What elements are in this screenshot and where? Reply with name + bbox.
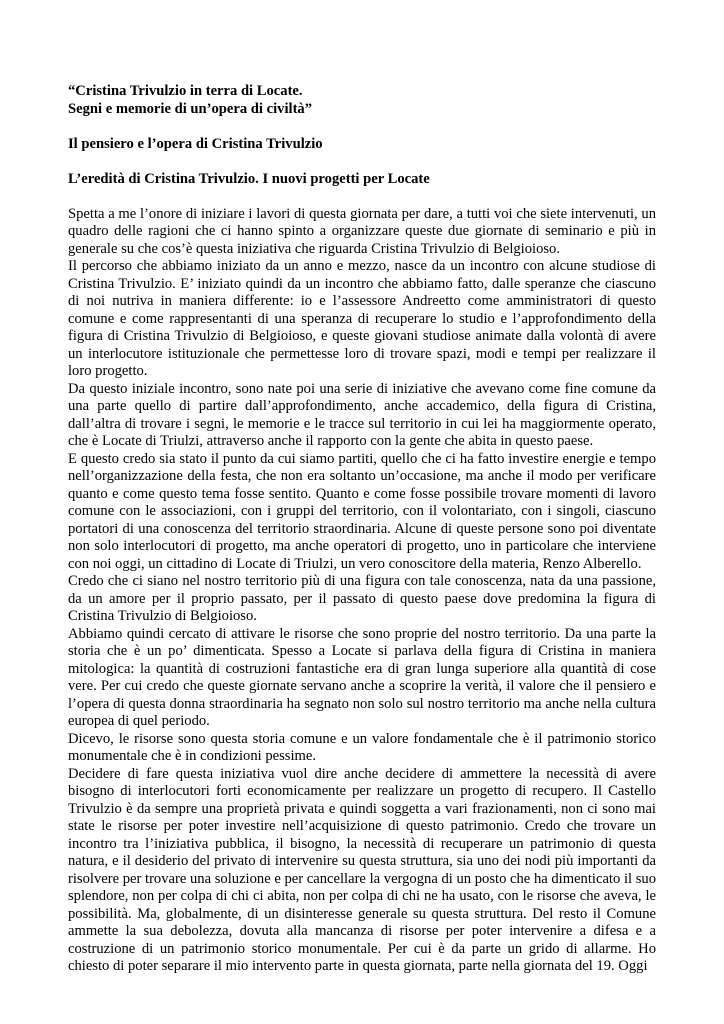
section-heading-eredita: L’eredità di Cristina Trivulzio. I nuovi progetti per Locate [68,170,430,187]
paragraph: Spetta a me l’onore di iniziare i lavori di questa giornata per dare, a tutti voi che siete intervenuti, un quadro delle ragioni che ci hanno spinto a organizzare queste due giornate di seminario e più in generale su che cos’è questa iniziativa che riguarda Cristina Trivulzio di Belgioioso. [68,205,656,257]
section-heading-pensiero: Il pensiero e l’opera di Cristina Trivulzio [68,135,323,152]
title-line-1: “Cristina Trivulzio in terra di Locate. [68,83,303,99]
paragraph: Dicevo, le risorse sono questa storia comune e un valore fondamentale che è il patrimonio storico monumentale che è in condizioni pessime. [68,730,656,764]
paragraph: E questo credo sia stato il punto da cui siamo partiti, quello che ci ha fatto investire energie e tempo nell’organizzazione della festa, che non era soltanto un’occasione, ma anche il modo per verificare quanto e come questo tema fosse sentito. Quanto e come fosse possibile trovare momenti di lavoro comune con le associazioni, con i gruppi del territorio, con il volontariato, con i singoli, ciascuno portatori di una conoscenza del territorio straordinaria. Alcune di queste persone sono poi diventate non solo interlocutori di progetto, ma anche operatori di progetto, uno in particolare che interviene con noi oggi, un cittadino di Locate di Triulzi, un vero conoscitore della materia, Renzo Alberello. [68,450,656,572]
title-line-2: Segni e memorie di un’opera di civiltà” [68,100,313,117]
paragraph: Decidere di fare questa iniziativa vuol dire anche decidere di ammettere la necessità di avere bisogno di interlocutori forti economicamente per realizzare un progetto di recupero. Il Castello Trivulzio è da sempre una proprietà privata e quindi soggetta a vari frazionamenti, non ci sono mai state le risorse per poter investire nell’acquisizione di questo patrimonio. Credo che trovare un incontro tra l’iniziativa pubblica, il bisogno, la necessità di recuperare un patrimonio di questa natura, e il desiderio del privato di intervenire su questa struttura, sia uno dei nodi più importanti da risolvere per trovare una soluzione e per cancellare la vergogna di un posto che ha dimenticato il suo splendore, non per colpa di chi ci abita, non per colpa di chi ne ha usato, con le risorse che aveva, le possibilità. Ma, globalmente, di un disinteresse generale su questa struttura. Del resto il Comune ammette la sua debolezza, dovuta alla mancanza di risorse per poter intervenire a difesa e a costruzione di un patrimonio storico monumentale. Per cui è da parte un grido di allarme. Ho chiesto di poter separare il mio intervento parte in questa giornata, parte nella giornata del 19. Oggi [68,765,656,974]
document-body [68,206,656,976]
document-title [68,83,656,118]
document-page [68,83,656,976]
paragraph: Credo che ci siano nel nostro territorio più di una figura con tale conoscenza, nata da una passione, da un amore per il proprio passato, per il passato di questo paese dove predomina la figura di Cristina Trivulzio di Belgioioso. [68,573,656,624]
paragraph: Il percorso che abbiamo iniziato da un anno e mezzo, nasce da un incontro con alcune studiose di Cristina Trivulzio. E’ iniziato quindi da un incontro che abbiamo fatto, dalle speranze che ciascuno di noi nutriva in maniera differente: io e l’assessore Andreetto come amministratori di questo comune e come rappresentanti di una speranza di recuperare lo studio e l’approfondimento della figura di Cristina Trivulzio di Belgioioso, e queste giovani studiose animate dalla volontà di avere un interlocutore istituzionale che permettesse loro di trovare spazi, modi e tempi per realizzare il loro progetto. [68,258,656,379]
paragraph: Da questo iniziale incontro, sono nate poi una serie di iniziative che avevano come fine comune da una parte quello di partire dall’approfondimento, anche accademico, della figura di Cristina, dall’altra di trovare i segni, le memorie e le tracce sul territorio in cui lei ha maggiormente operato, che è Locate di Triulzi, attraverso anche il rapporto con la gente che abita in questo paese. [68,380,656,449]
paragraph: Abbiamo quindi cercato di attivare le risorse che sono proprie del nostro territorio. Da una parte la storia che è un po’ dimenticata. Spesso a Locate si parlava della figura di Cristina in maniera mitologica: la quantità di costruzioni fantastiche era di gran lunga superiore alla quantità di cose vere. Per cui credo che queste giornate servano anche a scoprire la verità, il valore che il pensiero e l’opera di questa donna straordinaria ha segnato non solo sul nostro territorio ma anche nella cultura europea di quel periodo. [68,625,656,729]
